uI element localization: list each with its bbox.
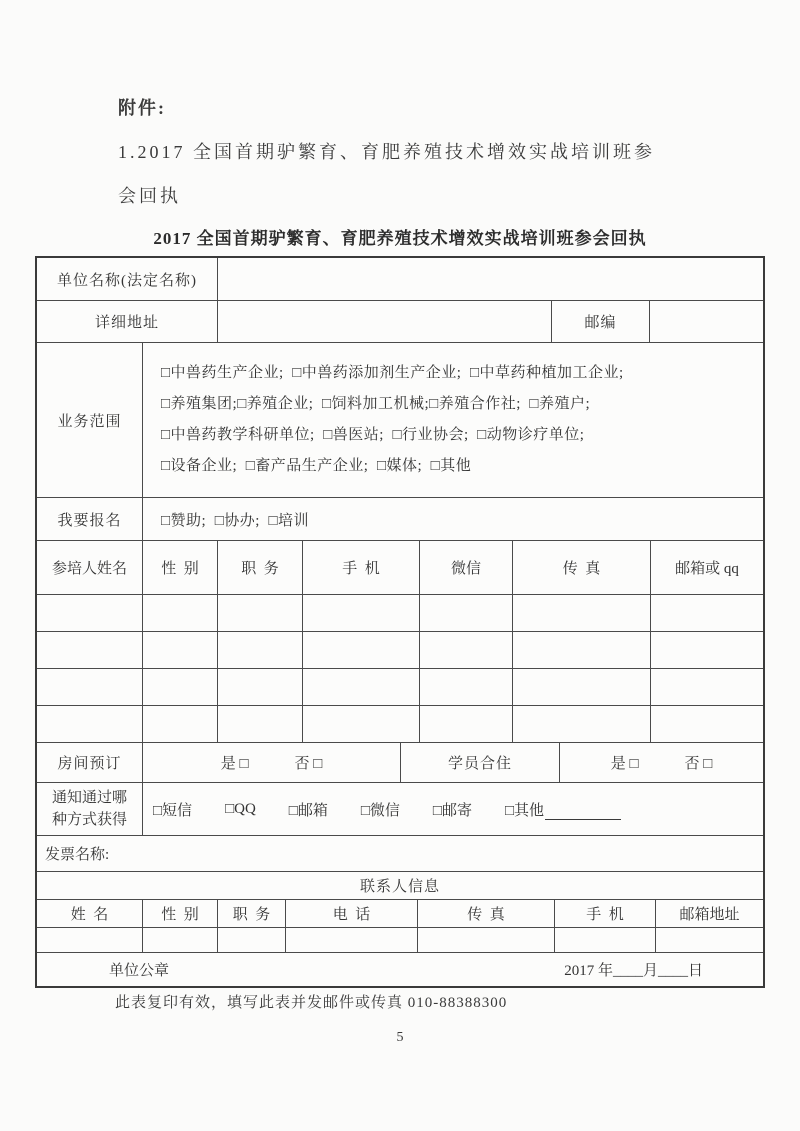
notify-option-sms: □短信 <box>153 802 193 819</box>
footer-note: 此表复印有效，填写此表并发邮件或传真 010-88388300 <box>115 995 508 1011</box>
room-share-options <box>559 743 763 782</box>
notify-option-mail: □邮寄 <box>432 802 472 819</box>
signup-label: 我要报名 <box>57 512 122 529</box>
contact-section-title: 联系人信息 <box>359 879 440 895</box>
participant-cell <box>512 595 650 631</box>
participant-cell <box>142 595 217 631</box>
notify-method-label <box>37 783 142 835</box>
form-title: 2017 全国首期驴繁育、育肥养殖技术增效实战培训班参会回执 <box>153 229 647 248</box>
stamp-row <box>37 952 763 986</box>
participants-col-fax: 传 真 <box>512 541 650 594</box>
room-share-label: 学员合住 <box>400 743 559 782</box>
notify-label-line1: 通知通过哪 <box>51 790 127 806</box>
participant-cell <box>37 595 142 631</box>
address-value-cell <box>217 301 551 342</box>
room-booking-options <box>142 743 400 782</box>
participants-col-gender: 性 别 <box>142 541 217 594</box>
participant-cell <box>512 706 650 742</box>
participant-cell <box>217 595 302 631</box>
participants-col-title: 职 务 <box>217 541 302 594</box>
invoice-label: 发票名称: <box>45 847 110 863</box>
address-row <box>37 300 763 342</box>
participant-cell <box>302 669 419 705</box>
participant-cell <box>302 595 419 631</box>
address-label: 详细地址 <box>94 315 159 331</box>
participants-col-email: 邮箱或 qq <box>650 541 763 594</box>
share-yes-checkbox: 是 □ <box>610 756 639 772</box>
business-scope-line-4: □设备企业; □畜产品生产企业; □媒体; □其他 <box>161 458 472 474</box>
stamp-cell <box>37 953 763 986</box>
participant-cell <box>419 632 512 668</box>
participants-col-mobile: 手 机 <box>302 541 419 594</box>
participant-cell <box>217 669 302 705</box>
signup-options: □赞助; □协办; □培训 <box>142 498 763 540</box>
business-scope-options <box>142 343 763 497</box>
attachment-title-line2: 会回执 <box>118 186 181 206</box>
notify-option-email: □邮箱 <box>288 802 328 819</box>
contact-section-row <box>37 871 763 899</box>
postcode-label: 邮编 <box>551 301 649 342</box>
contact-header-row <box>37 899 763 927</box>
notify-option-wechat: □微信 <box>360 802 400 819</box>
participant-cell <box>217 706 302 742</box>
participants-header-row <box>37 540 763 594</box>
participant-cell <box>302 706 419 742</box>
contact-col-email: 邮箱地址 <box>655 900 763 927</box>
contact-cell <box>142 928 217 952</box>
participant-cell <box>37 632 142 668</box>
participant-cell <box>650 669 763 705</box>
participant-cell <box>37 669 142 705</box>
participant-cell <box>142 632 217 668</box>
participants-col-wechat: 微信 <box>419 541 512 594</box>
stamp-label: 单位公章 <box>109 963 170 979</box>
contact-empty-row <box>37 927 763 952</box>
contact-col-mobile: 手 机 <box>554 900 655 927</box>
postcode-value-cell <box>649 301 763 342</box>
business-scope-label: 业务范围 <box>57 413 122 430</box>
date-field: 2017 年____月____日 <box>564 963 703 979</box>
registration-form-table <box>35 256 765 988</box>
contact-col-fax: 传 真 <box>417 900 554 927</box>
room-yes-checkbox: 是 □ <box>220 756 249 772</box>
participant-cell <box>512 632 650 668</box>
signup-row <box>37 497 763 540</box>
contact-col-phone: 电 话 <box>285 900 417 927</box>
invoice-row <box>37 835 763 871</box>
contact-cell <box>417 928 554 952</box>
business-scope-row <box>37 342 763 497</box>
unit-name-value-cell <box>217 258 763 300</box>
participant-cell <box>37 706 142 742</box>
business-scope-line-3: □中兽药教学科研单位; □兽医站; □行业协会; □动物诊疗单位; <box>161 427 585 443</box>
participant-empty-row <box>37 705 763 742</box>
participant-cell <box>650 595 763 631</box>
business-scope-line-1: □中兽药生产企业; □中兽药添加剂生产企业; □中草药种植加工企业; <box>161 365 624 381</box>
participant-empty-row <box>37 631 763 668</box>
participant-cell <box>650 706 763 742</box>
room-no-checkbox: 否 □ <box>294 756 323 772</box>
participant-cell <box>302 632 419 668</box>
share-no-checkbox: 否 □ <box>684 756 713 772</box>
unit-name-row <box>37 258 763 300</box>
other-blank-line <box>545 805 621 820</box>
contact-cell <box>217 928 285 952</box>
room-booking-label: 房间预订 <box>57 756 122 772</box>
notify-method-row <box>37 782 763 835</box>
attachment-label: 附件: <box>118 98 166 118</box>
participant-cell <box>419 595 512 631</box>
notify-option-other: □其他 <box>504 802 545 819</box>
notify-label-line2: 种方式获得 <box>51 812 127 828</box>
participant-cell <box>512 669 650 705</box>
contact-cell <box>655 928 763 952</box>
contact-cell <box>37 928 142 952</box>
participants-col-name: 参培人姓名 <box>51 561 127 577</box>
participant-empty-row <box>37 594 763 631</box>
contact-cell <box>554 928 655 952</box>
notify-option-qq: □QQ <box>225 800 256 817</box>
participant-empty-row <box>37 668 763 705</box>
participant-cell <box>142 669 217 705</box>
participant-cell <box>419 706 512 742</box>
attachment-title-line1: 1.2017 全国首期驴繁育、育肥养殖技术增效实战培训班参 <box>118 142 655 162</box>
contact-col-gender: 性 别 <box>142 900 217 927</box>
contact-cell <box>285 928 417 952</box>
business-scope-line-2: □养殖集团;□养殖企业; □饲料加工机械;□养殖合作社; □养殖户; <box>161 396 591 412</box>
participant-cell <box>217 632 302 668</box>
participant-cell <box>142 706 217 742</box>
contact-col-title: 职 务 <box>217 900 285 927</box>
room-booking-row <box>37 742 763 782</box>
unit-name-label: 单位名称(法定名称) <box>57 272 197 289</box>
notify-method-options <box>142 783 763 835</box>
contact-col-name: 姓 名 <box>70 907 109 923</box>
participant-cell <box>419 669 512 705</box>
page-number: 5 <box>396 1030 404 1045</box>
participant-cell <box>650 632 763 668</box>
